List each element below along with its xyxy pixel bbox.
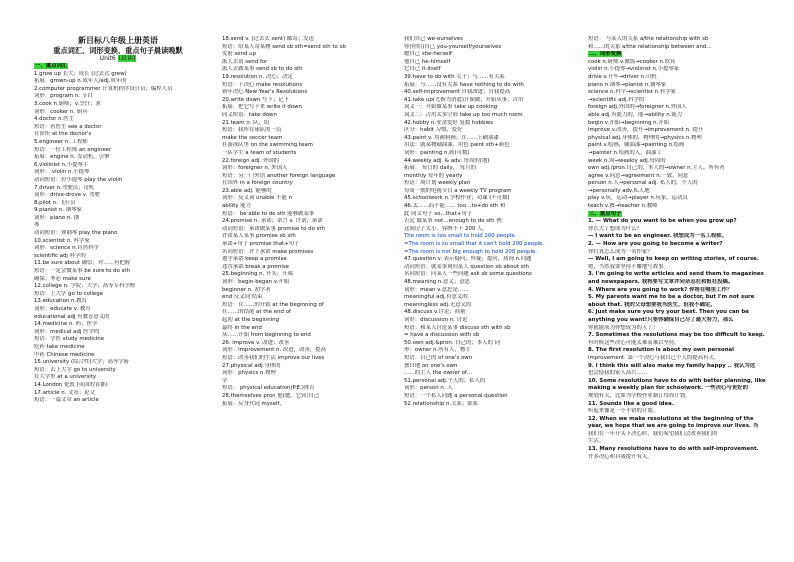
text-line: 11.be sure about 确信；对……有把握 (34, 260, 131, 267)
section-heading: =The room is not big enough to hold 200 people. (404, 248, 537, 255)
text-line: 它自己 it-itself (404, 66, 441, 73)
text-line: 短语：上大学 go to college (34, 290, 103, 297)
text-line: 47.question v. 表示疑问；怀疑；提问，质询 n.问题 (404, 256, 532, 263)
text-line: ……的主人 the owner of… (404, 370, 473, 377)
section-heading: and newspapers. 我将要写文章并向杂志社和报社投稿。 (588, 279, 734, 285)
text-line: 动词短语：承诺做某事 promise to do sth (222, 225, 325, 232)
text-line: 发射 send up (222, 51, 257, 58)
text-line: 20.write down 写下；记下 (222, 96, 290, 103)
text-line (588, 256, 774, 264)
text-line: 5.engineer n. 工程师 (34, 138, 88, 145)
unit-heading (34, 55, 202, 63)
text-line: 新年决心 New Year's Resolutions (222, 89, 308, 96)
text-line: monthly 每年的 yearly (404, 172, 463, 179)
column-3-lines (404, 36, 584, 408)
text-line: 同义短语：take down (222, 111, 277, 118)
section-heading: 二、词形变换 (589, 51, 622, 58)
text-line: 短语：一位工程师 an engineer (34, 146, 112, 153)
text-line: 最终 in the end (222, 324, 262, 331)
text-line: 22.foreign adj. 外国的 (222, 157, 280, 164)
text-line (588, 241, 774, 249)
column-3 (404, 36, 584, 556)
section-heading: 12. When we make resolutions at the beginning of the (588, 415, 754, 422)
text-line (588, 332, 774, 340)
text-line (588, 233, 774, 241)
text-line: 词形：program n. 节目 (34, 93, 93, 100)
text-line: 短语： physical education(P.E.)体育 (222, 385, 315, 392)
text-line (588, 378, 774, 386)
text-line: 起初 at the beginning (222, 316, 280, 323)
text-line: 短语： 与某人的关系 a/the relationship with sb (588, 36, 709, 42)
text-line (404, 249, 584, 257)
text-line: 许多决心和自我提升有关。 (588, 453, 653, 460)
text-line: 词形：educate v. 教育 (34, 306, 91, 312)
section-heading: =The room is so small that it can't hold 200 people. (404, 241, 545, 248)
text-line: →personally adv.私人地 (588, 187, 650, 194)
text-line: 短语：自己的 of one's own (404, 354, 473, 361)
text-line: 词形：piano n. 钢 (34, 214, 80, 221)
text-line: 在诊所 at the doctor's (34, 131, 92, 138)
text-line: 词形：mean v.意思是…… (404, 286, 469, 293)
text-line: 动词短语：弹钢琴 play the piano (34, 230, 118, 237)
text-line: scientific adj 科学的 (34, 252, 86, 259)
section-heading: year, we hope that we are going to improve our lives. 当 (588, 423, 759, 430)
text-line (588, 363, 774, 371)
text-line: 12.college n. 学院；大学；高等专科学校 (34, 283, 136, 290)
text-line: 14.London 伦敦 (英国的首都) (34, 381, 108, 388)
section-heading: 9. I think this will also make my family happy .. 我认为这 (588, 362, 756, 369)
text-line: 词形：improvement n. 改进，改善，提高 (222, 347, 327, 354)
text-line: 词形：person n. 人 (404, 385, 453, 392)
text-line: 拓展：把它写下来 write it down (222, 104, 302, 111)
text-line: 有时候这些决心可能太难而难以坚持。 (588, 339, 680, 346)
text-line (34, 63, 202, 71)
text-line: 3.cook n.厨师；v.烹饪；煮 (34, 100, 101, 107)
text-line (588, 446, 774, 454)
text-line: play v.玩，运动→player n.玩家，运动员 (588, 195, 688, 202)
text-line: 14.medicine n. 药；医学 (34, 321, 98, 328)
text-line: 我们在一年开头下决心时，我们希望我们会改善我们的 (588, 430, 718, 437)
text-line: 46.太……而不能…… too…to+do sth 和 (404, 203, 506, 210)
text-line: piano n.钢琴→pianist n.钢琴家 (588, 81, 667, 88)
text-line: 48.discuss v.讨论；商量 (404, 309, 466, 316)
section-heading: 5. My parents want me to be a doctor, but I'm not sure (588, 294, 755, 301)
text-line: agree v.同意→agreement n.一致，同意 (588, 172, 689, 179)
text-line: 6.violinist n.小提琴手 (34, 161, 89, 168)
text-line (404, 241, 584, 249)
text-line: 9.pianist n. 钢琴家 (34, 207, 82, 214)
section-heading: 10. Some resolutions have to do with better planning, like (588, 377, 766, 384)
text-line: 规划有关，比如为学校作业制订每周计划。 (588, 392, 691, 399)
text-line: 短语：一篇文章 an article (34, 397, 99, 404)
text-line: educational adj 有教育意义的 (34, 313, 110, 320)
text-line: 短语： be able to do sth 能够做某事 (222, 210, 315, 217)
text-line: 名词短语：许下承诺 make promises (222, 248, 314, 255)
text-line (588, 271, 774, 279)
text-line: violin n.小提琴→violinist n.小提琴家 (588, 66, 680, 73)
section-heading: 6. Just make sure you try your best. Then you can be (588, 309, 749, 316)
text-line: 在游泳队里 on the swimming team (222, 142, 313, 149)
text-line: 派人去请 send for (222, 58, 268, 65)
section-heading: 2. — How are you going to become a writer? (588, 241, 723, 248)
text-line (588, 416, 774, 424)
text-line: 听起来像是一个不错的计划。 (588, 408, 659, 415)
text-line: 用法：就某物刷油漆，用色 paint sth+颜色 (404, 142, 510, 149)
text-line: beginner n. 初学者 (222, 286, 271, 293)
text-line: 生活。 (588, 438, 605, 445)
text-line: 也会使我的家人高兴…… (588, 370, 648, 377)
text-line: 词形：medical adj 医学的 (34, 328, 100, 335)
text-line: 23.able adj. 能够的 (222, 187, 272, 194)
text-line (588, 347, 774, 355)
text-line: end 反义词 结束 (222, 294, 263, 301)
text-line: 拓展： 每日的 daily， 每月的 (404, 165, 476, 172)
text-line: 39.have to do with 关于；与……有关系 (404, 73, 505, 80)
column-4-lines (588, 36, 774, 461)
text-line: cook n.厨师 v.做饭→cooker n.炊具 (588, 58, 676, 65)
text-line: 28.themselves pron 他(她，它)们自己 (222, 392, 320, 399)
text-line: 许诺某人某事 promise sb sth (222, 233, 296, 240)
text-line: teach v.教→teacher n.教师 (588, 203, 658, 210)
text-line: 25.beginning n. 开头；开端 (222, 271, 293, 278)
text-line: own adj./pron.自己的，本人的→owner n.主人，所有者 (588, 165, 725, 172)
text-line: 动词短语：就某事询问某人 question sb about sth (404, 263, 529, 270)
text-line: 在……的结尾 at the end of (222, 309, 291, 316)
column-1-lines (34, 63, 202, 405)
text-line: 你长大了想成为什么？ (588, 225, 642, 232)
text-line: 否定 做某事 not…enough to do sth 例： (404, 218, 507, 225)
section-heading: 8. The first resolution is about my own personal (588, 347, 735, 354)
text-line: 短语：学医 study medicine (34, 336, 105, 343)
text-line: 15.university (综合性)大学；高等学府 (34, 359, 130, 366)
text-line (588, 385, 774, 393)
text-line: 短语：给某人寄某物 send sb sth=send sth to sb (222, 43, 346, 50)
text-line: 短语：周计划 weekly plan (404, 180, 471, 187)
text-line: 42.hobby n.业余爱好 复数 hobbies (404, 119, 494, 126)
text-line: 拓展：engine n. 发动机，引擎 (34, 154, 110, 161)
section-heading: making a weekly plan for schoolwork. 一些决心与更好的 (588, 385, 749, 392)
text-line: physical adj.身体的，物理的→physics n.物理 (588, 134, 702, 141)
text-line (588, 279, 774, 287)
text-line: = have a discussion with sb (404, 332, 480, 339)
text-line: 18.send v. (过去式 sent) 邮寄；发送 (222, 36, 314, 42)
text-line: 43.paint v. 用颜料画；在……上刷油漆 (404, 134, 499, 141)
text-line: 45.schoolwork n.学校作业；功课 (不可数) (404, 195, 510, 202)
text-line: 短语：改善我们的生活 improve our lives (222, 354, 325, 361)
text-line: 承诺+句子 promise that+句子 (222, 241, 300, 248)
text-line: 嗯，当然我要坚持不懈地写故事。 (588, 263, 669, 270)
text-line: 我们自己 we-ourselves (404, 36, 463, 42)
text-line: 27.physical adj.身体的 (222, 362, 281, 369)
text-line: 在大学里 at a university (34, 374, 97, 381)
text-line: 短语：下决心 make resolutions (222, 81, 303, 88)
section-heading: anything you want!只要你确保自己尽了最大努力，那么 (588, 316, 734, 323)
text-line: 琴 (34, 222, 40, 229)
text-line: 词形：painting n.画(可数) (404, 149, 470, 156)
text-line: 词义一：开始做某事 take up cooking (404, 104, 498, 111)
text-line: 确保；务必 make sure (34, 275, 91, 282)
text-line: 她自己 she-herself (404, 51, 452, 58)
text-line: improvement. 第一个决心与我自己个人的提高有关。 (588, 354, 720, 361)
text-line: ability 能力 (222, 203, 252, 210)
text-line: 51.personal adj.个人的；私人的 (404, 377, 486, 384)
text-line: meaningful adj.有意义的 (404, 294, 468, 301)
text-line: 一队学生 a team of students (222, 149, 297, 156)
text-line: 动词短语：拉小提琴 play the violin (34, 176, 123, 183)
text-line: 短语：在……的开始 at the beginning of (222, 301, 324, 308)
text-line: 此 同义句子 so…that+句子 (404, 210, 473, 217)
text-line: 52.relationship n.关系；联系 (404, 400, 479, 407)
text-line (588, 51, 774, 59)
text-line: 13.education n.教育 (34, 298, 87, 305)
column-4 (588, 36, 774, 556)
text-line: 拓展：与……没有关系 have nothing to do with (404, 81, 524, 88)
text-line: 8.pilot n. 飞行员 (34, 199, 76, 206)
text-line: 词形：cooker n. 厨具 (34, 108, 88, 115)
section-heading: about that. 我的父母想要我当医生，但我不确定。 (588, 301, 716, 308)
text-line: 词形：science n.自然科学 (34, 245, 99, 252)
text-line: begin v.开始→beginning n.开始 (588, 119, 670, 126)
section-heading: 7. Sometimes the resolutions may be too difficult to keep. (588, 332, 765, 339)
section-heading: 1. — What do you want to be when you grow up? (588, 218, 737, 225)
text-line: 44.weekly adj. & adv. 每周的(地) (404, 157, 490, 164)
text-line: drive v.开车→driver n.司机 (588, 73, 657, 80)
text-line: 他自己 he-himself (404, 58, 451, 65)
text-line: 词形：drive-drove v. 驾驶 (34, 192, 100, 199)
unit-tag: (晨读) (118, 55, 136, 62)
text-line: 你(你们)自己 you-yourself/yourselves (404, 43, 502, 50)
text-line: 在国外 in a foreign country (222, 180, 293, 187)
text-line: 中药 Chinese medicine (34, 351, 95, 358)
text-line: 10.scientist n. 科学家 (34, 237, 90, 244)
text-line: 17.article n. 文章；论文 (34, 389, 95, 396)
unit-label: Unit6 (99, 55, 116, 62)
section-heading: 4. Where are you going to work? 你将在哪里工作？ (588, 286, 733, 293)
text-line: meaningless adj.无意义的 (404, 301, 472, 308)
text-line: 26. improve v. 改进；改善 (222, 339, 290, 346)
text-line: make the soccer team (222, 134, 283, 141)
text-line: 1.grow up 长大；成长 (过去式 grew) (34, 70, 127, 77)
column-2 (222, 36, 392, 556)
text-line: improve v.改善，提升→improvement n. 提升 (588, 127, 704, 134)
text-line: 吃药 take medicine (34, 343, 85, 350)
text-line: 形：owner n.所有人，物主 (404, 347, 471, 354)
text-line (588, 317, 774, 325)
text-line: 你就能成为你想成为的人了！ (588, 324, 659, 331)
text-line: 短语：我所在球队的一员 (222, 127, 282, 134)
text-line: 每周一期的电视节目 a weekly TV program (404, 187, 512, 194)
text-line (588, 302, 774, 310)
text-line: able adj.有能力的，能→ability n.能力 (588, 111, 683, 118)
section-heading: The room is too small to hold 200 people. (404, 233, 517, 240)
text-line: 短语：看医生 see a doctor (34, 123, 102, 130)
text-line: 40.self-improvement 自我改进；自我提高 (404, 89, 511, 96)
text-line (588, 423, 774, 431)
text-line: 7.driver n.驾驶员；司机 (34, 184, 95, 191)
text-line: person n.人→personal adj. 私人的，个人的 (588, 180, 698, 187)
text-line (588, 287, 774, 295)
section-heading: 三、重点句子 (589, 210, 622, 217)
column-2-lines (222, 36, 392, 408)
section-heading: 11. Sounds like a good idea. (588, 400, 674, 407)
text-line: paint v.绘画，刷油漆→painting n.绘画 (588, 142, 685, 149)
text-line: 短语：去上大学 go to university (34, 366, 116, 373)
text-line: 词形：discussion n. 讨论 (404, 316, 468, 323)
text-line (588, 211, 774, 219)
section-heading: 3. I'm going to write articles and send them to magazines (588, 271, 764, 278)
text-line: 48.meaning n.意义；意思 (404, 279, 470, 285)
document-subtitle: 重点词汇、词形变换、重点句子晨读晚默 (53, 46, 183, 55)
text-line: →painter n.绘画的人，油漆工 (588, 149, 662, 156)
text-line (404, 233, 584, 241)
text-line: 4.doctor n.医生 (34, 116, 75, 123)
text-line: 50.own adj.&pron. 自己的；本人的 词 (404, 339, 501, 346)
section-heading: 一、重点词汇 (35, 63, 68, 69)
text-line: 派人去做某事 send sb to do sth (222, 66, 303, 73)
text-line: 词形：physics n.物理 (222, 370, 276, 377)
text-line: 和……的关系 a/the relationship between and… (588, 43, 712, 50)
text-line: 21.team n. 队；组 (222, 119, 270, 126)
text-line: week n.周→weekly adj.每周的 (588, 157, 666, 164)
text-line: science n.科学→scientist n.科学家 (588, 89, 676, 96)
text-line: foreign adj.外国的→foreigner n.外国人 (588, 104, 687, 111)
text-line (588, 294, 774, 302)
text-line (588, 401, 774, 409)
text-line: 词形：foreigner n. 外国人 (222, 165, 288, 172)
text-line: 词形：反义词 unable 不能 n (222, 195, 293, 202)
text-line: 短语：一个私人问题 a personal question (404, 392, 508, 399)
text-line: 独自地 on one's own (404, 362, 458, 369)
document-title: 新目标八年级上册英语 (78, 36, 158, 45)
text-line: 短语：和某人讨论某事 discuss sth with sb (404, 324, 511, 331)
text-line: 短语：另一门外语 another foreign language (222, 172, 336, 179)
text-line: 遵守承诺 keep a promise (222, 256, 287, 263)
text-line: 词义二：占用太多空间 take up too much room (404, 111, 523, 118)
text-line: 19.resolution n. 决心；决定 (222, 73, 293, 80)
text-line: 24.promise n. 承诺；诺言 v. 许诺；承诺 (222, 218, 323, 225)
text-line: 2.computer programmer 计算机程序设计员；编程人员 (34, 85, 173, 92)
text-line: 区分：habit 习惯，爱好 (404, 127, 463, 134)
text-line: 拓展：反身代词 myself， (222, 400, 285, 407)
text-line: 从……开始 from beginning to end (222, 332, 311, 339)
text-line: 违背承诺 break a promise (222, 263, 289, 270)
text-line: 这间房子太小，容纳不下 200 人。 (404, 225, 488, 232)
section-heading: 13. Many resolutions have to do with self-improvement. (588, 446, 759, 453)
text-line (588, 309, 774, 317)
text-line (588, 218, 774, 226)
text-line: 学 (222, 377, 228, 384)
column-1 (34, 36, 202, 556)
text-line: 词形：begin-began v.开始 (222, 279, 290, 285)
section-heading: — Well, I am going to keep on writing stories, of course. (588, 256, 759, 263)
text-line: 41.take up(尤指为消遣)开始做；开始从事；占用 (404, 96, 524, 103)
text-line: 拓展：grown-up n.成年人/adj.成年的 (34, 78, 127, 85)
text-line: 短语：一定会做某事 be sure to do sth (34, 268, 130, 275)
section-heading: — I want to be an engineer. 我想成为一名工程师。 (588, 233, 728, 240)
text-line: 词形： violin n.小提琴 (34, 169, 90, 176)
text-line: 你打算怎么成为一名作家？ (588, 248, 653, 255)
text-line: →scientific adj.科学的 (588, 96, 645, 103)
text-line: 名词短语：问某人一些问题 ask sb some questions (404, 271, 532, 278)
